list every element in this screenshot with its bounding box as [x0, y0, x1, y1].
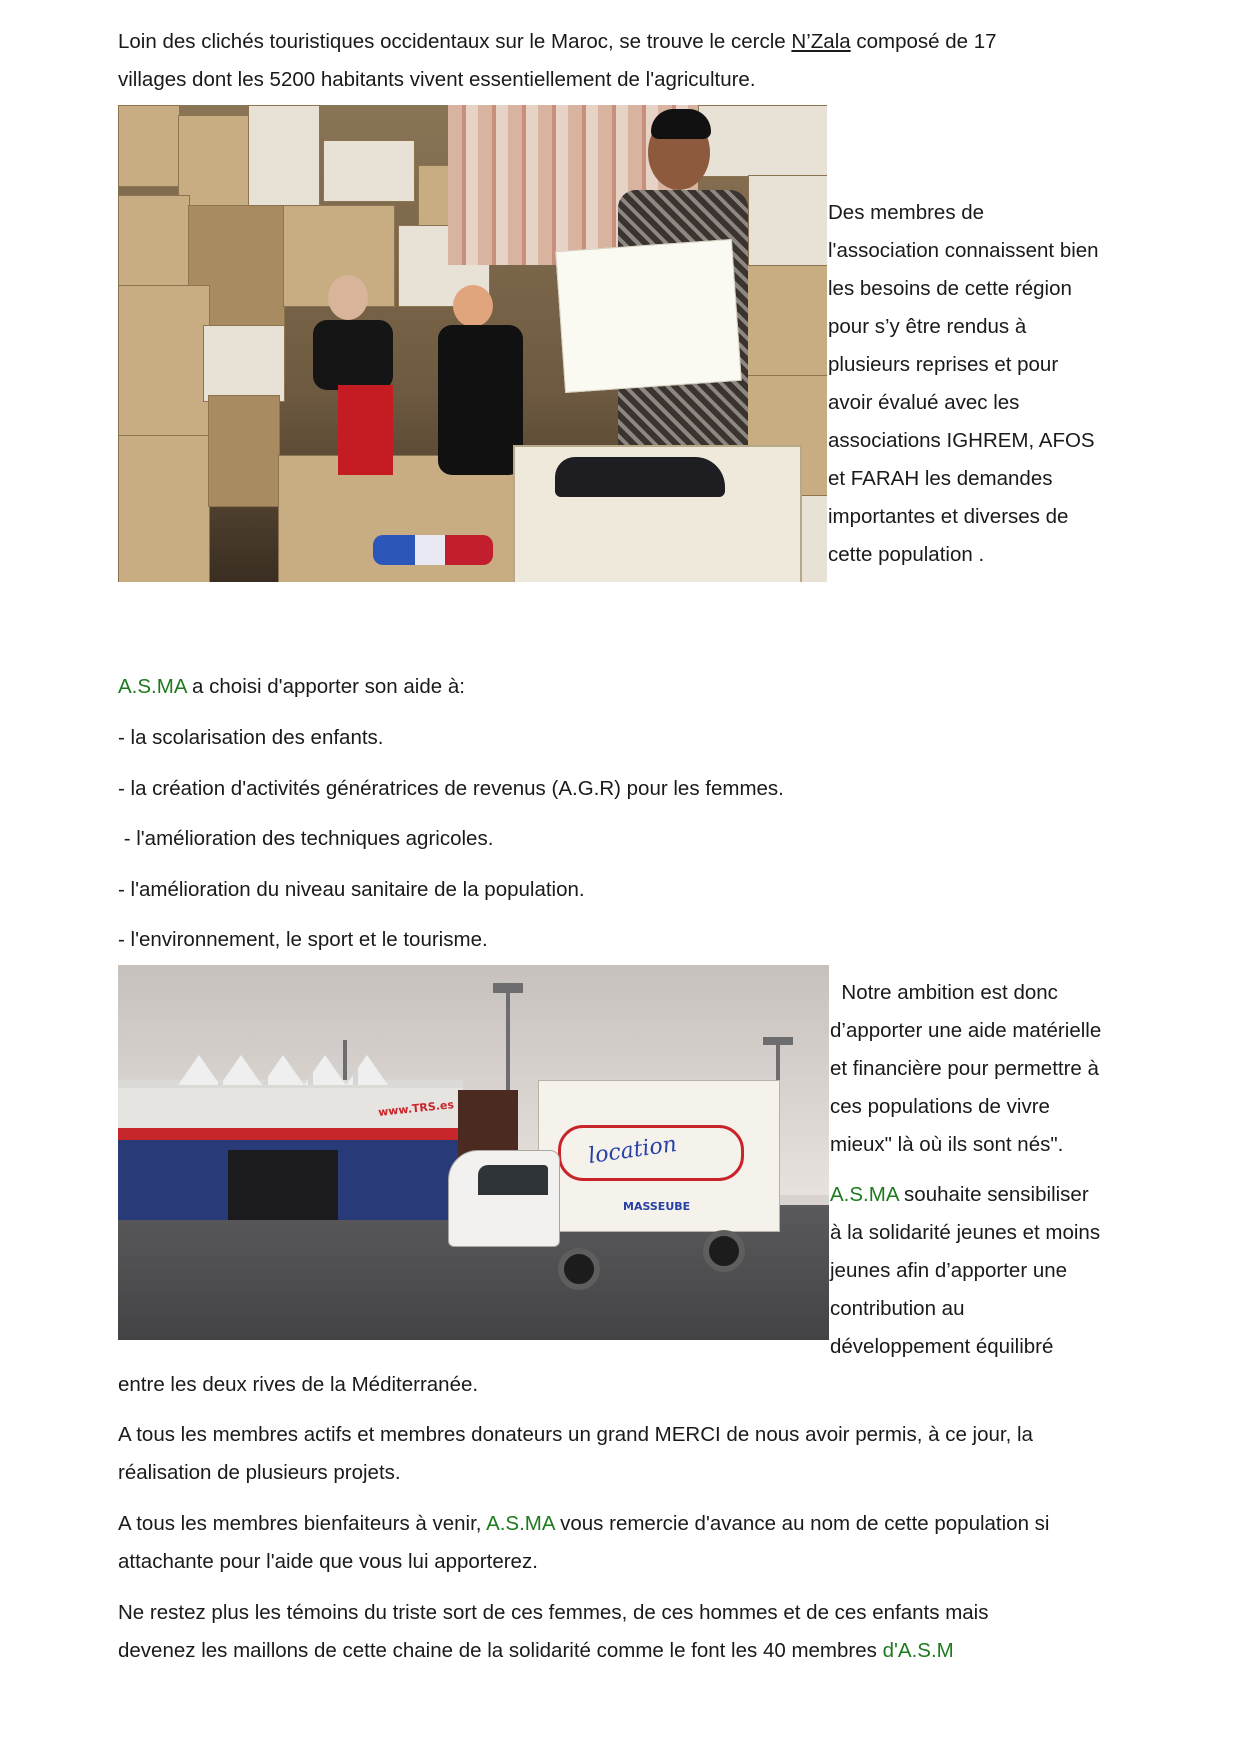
intro-line-1-before: Loin des clichés touristiques occidentaux sur le Maroc, se trouve le cercle	[118, 30, 792, 53]
last-line-2-before: devenez les maillons de cette chaine de la solidarité comme le font les 40 membres	[118, 1639, 883, 1662]
aid-item: - la création d'activités génératrices de revenus (A.G.R) pour les femmes.	[118, 777, 784, 800]
aid-item: - l'amélioration des techniques agricoles.	[118, 827, 494, 850]
last-line-1: Ne restez plus les témoins du triste sort de ces femmes, de ces hommes et de ces enfants mais	[118, 1601, 989, 1624]
future-line-2: attachante pour l'aide que vous lui apporterez.	[118, 1550, 538, 1573]
side1-line: avoir évalué avec les	[828, 391, 1020, 414]
side1-line: importantes et diverses de	[828, 505, 1069, 528]
future-after: vous remercie d'avance au nom de cette population si	[554, 1512, 1050, 1535]
warehouse-photo	[118, 105, 827, 582]
side2-line: jeunes afin d’apporter une	[830, 1259, 1068, 1282]
side2-line: à la solidarité jeunes et moins	[830, 1221, 1101, 1244]
side2-line: mieux" là où ils sont nés".	[830, 1133, 1064, 1156]
ferry-truck-photo	[118, 965, 829, 1340]
aid-item: - l'environnement, le sport et le tourisme.	[118, 928, 488, 951]
last-line-2	[118, 1639, 954, 1663]
intro-line-1	[118, 30, 997, 54]
side2-line: développement équilibré	[830, 1335, 1054, 1358]
side1-line: associations IGHREM, AFOS	[828, 429, 1095, 452]
brand-name: A.S.MA	[486, 1512, 555, 1535]
brand-name: A.S.MA	[118, 675, 187, 698]
intro-line-1-after: composé de 17	[850, 30, 997, 53]
side2-brand-line	[830, 1183, 1089, 1207]
side1-line: et FARAH les demandes	[828, 467, 1053, 490]
side1-line: Des membres de	[828, 201, 985, 224]
ship-url-text: www.TRS.es	[377, 1098, 455, 1119]
side1-line: cette population .	[828, 543, 985, 566]
future-line-1	[118, 1512, 1050, 1536]
future-before: A tous les membres bienfaiteurs à venir,	[118, 1512, 487, 1535]
side1-line: les besoins de cette région	[828, 277, 1072, 300]
side2-line: d’apporter une aide matérielle	[830, 1019, 1102, 1042]
delivery-truck	[448, 1080, 788, 1290]
side2-line: et financière pour permettre à	[830, 1057, 1099, 1080]
thanks-line-2: réalisation de plusieurs projets.	[118, 1461, 401, 1484]
side1-line: l'association connaissent bien	[828, 239, 1099, 262]
truck-logo-text: location	[586, 1131, 679, 1170]
closing-line: entre les deux rives de la Méditerranée.	[118, 1373, 479, 1396]
side2-line: contribution au	[830, 1297, 965, 1320]
side1-line: pour s’y être rendus à	[828, 315, 1027, 338]
intro-line-2: villages dont les 5200 habitants vivent essentiellement de l'agriculture.	[118, 68, 756, 91]
thanks-line-1: A tous les membres actifs et membres donateurs un grand MERCI de nous avoir permis, à ce jour, la	[118, 1423, 1033, 1446]
nzala-link[interactable]: N’Zala	[791, 30, 851, 53]
aid-intro	[118, 675, 465, 699]
side1-line: plusieurs reprises et pour	[828, 353, 1059, 376]
side2-line: Notre ambition est donc	[830, 981, 1058, 1004]
aid-item: - l'amélioration du niveau sanitaire de la population.	[118, 878, 585, 901]
side2-line: ces populations de vivre	[830, 1095, 1050, 1118]
brand-name: A.S.MA	[830, 1183, 899, 1206]
side2-brand-rest: souhaite sensibiliser	[898, 1183, 1089, 1206]
aid-intro-text: a choisi d'apporter son aide à:	[186, 675, 465, 698]
brand-name: d'A.S.M	[882, 1639, 954, 1662]
truck-side-text: MASSEUBE	[623, 1200, 691, 1213]
aid-item: - la scolarisation des enfants.	[118, 726, 384, 749]
